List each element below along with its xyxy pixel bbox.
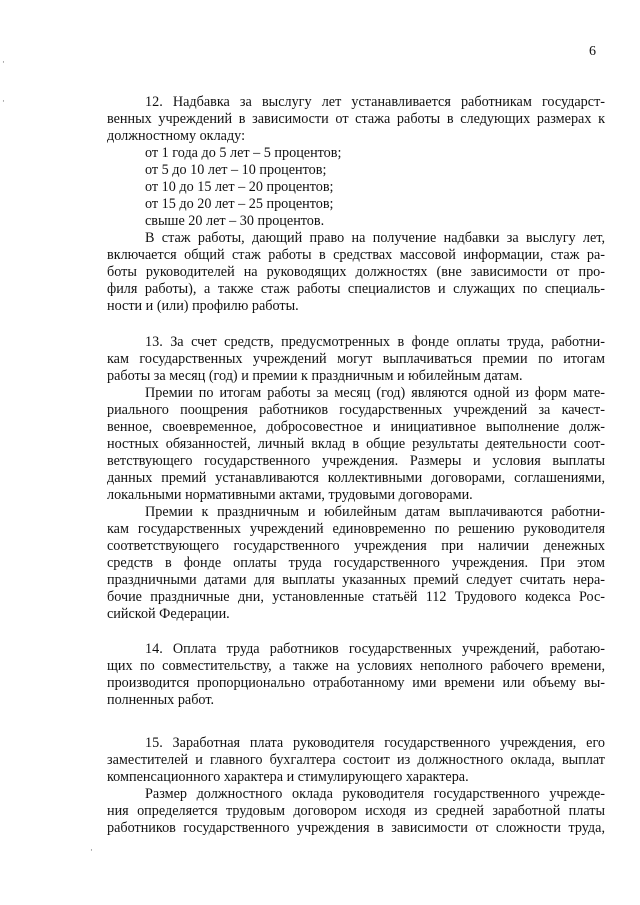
text-line: сийской Федерации. [107,606,230,622]
text-line: производится пропорционально отработанному ими времени или объему вы- [107,675,605,691]
text-line: данных премий устанавливаются коллективными договорами, соглашениями, [107,470,605,486]
text-line: ния определяется трудовым договором исходя из средней заработной платы [107,803,605,819]
text-line: 15. Заработная плата руководителя государственного учреждения, его [145,735,605,751]
text-line: ности и (или) профилю работы. [107,298,299,314]
text-line: компенсационного характера и стимулирующего характера. [107,769,469,785]
text-line: Премии к праздничным и юбилейным датам выплачиваются работни- [145,504,605,520]
text-line: соответствующего государственного учреждения при наличии денежных [107,538,605,554]
text-line: 12. Надбавка за выслугу лет устанавливается работникам государст- [145,94,605,110]
text-line: полненных работ. [107,692,215,708]
text-line: работы за месяц (год) и премии к праздничным и юбилейным датам. [107,368,523,384]
text-line: средств в фонде оплаты труда государственного учреждения. При этом [107,555,605,571]
scan-speck: · [90,846,93,856]
list-item: от 15 до 20 лет – 25 процентов; [145,196,334,212]
text-line: должностному окладу: [107,128,246,144]
text-line: бочие праздничные дни, установленные статьёй 112 Трудового кодекса Рос- [107,589,605,605]
text-line: филя работы), а также стаж работы специалистов и служащих по специаль- [107,281,605,297]
text-line: заместителей и главного бухгалтера состоит из должностного оклада, выплат [107,752,605,768]
text-line: праздничными датами для выплаты указанных премий следует считать нера- [107,572,605,588]
list-item: от 5 до 10 лет – 10 процентов; [145,162,327,178]
text-line: ностных обязанностей, личный вклад в общие результаты деятельности соот- [107,436,605,452]
scan-speck: · [2,97,5,107]
scan-speck: · [2,58,5,68]
list-item: от 1 года до 5 лет – 5 процентов; [145,145,342,161]
text-line: риального поощрения работников государственных учреждений за качест- [107,402,605,418]
list-item: от 10 до 15 лет – 20 процентов; [145,179,334,195]
text-line: ветствующего государственного учреждения. Размеры и условия выплаты [107,453,605,469]
text-line: работников государственного учреждения в зависимости от сложности труда, [107,820,605,836]
text-line: локальными нормативными актами, трудовыми договорами. [107,487,473,503]
text-line: кам государственных учреждений единовременно по решению руководителя [107,521,605,537]
text-line: включается общий стаж работы в средствах массовой информации, стаж ра- [107,247,605,263]
list-item: свыше 20 лет – 30 процентов. [145,213,325,229]
text-line: боты руководителей на руководящих должностях (вне зависимости от про- [107,264,605,280]
text-line: щих по совместительству, а также на условиях неполного рабочего времени, [107,658,605,674]
text-line: венное, своевременное, добросовестное и инициативное выполнение долж- [107,419,605,435]
text-line: В стаж работы, дающий право на получение надбавки за выслугу лет, [145,230,605,246]
text-line: 13. За счет средств, предусмотренных в фонде оплаты труда, работни- [145,334,605,350]
text-line: Премии по итогам работы за месяц (год) являются одной из форм мате- [145,385,605,401]
page-number: 6 [589,44,596,59]
text-line: Размер должностного оклада руководителя государственного учрежде- [145,786,605,802]
text-line: венных учреждений в зависимости от стажа работы в следующих размерах к [107,111,605,127]
text-line: 14. Оплата труда работников государственных учреждений, работаю- [145,641,605,657]
text-line: кам государственных учреждений могут выплачиваться премии по итогам [107,351,605,367]
